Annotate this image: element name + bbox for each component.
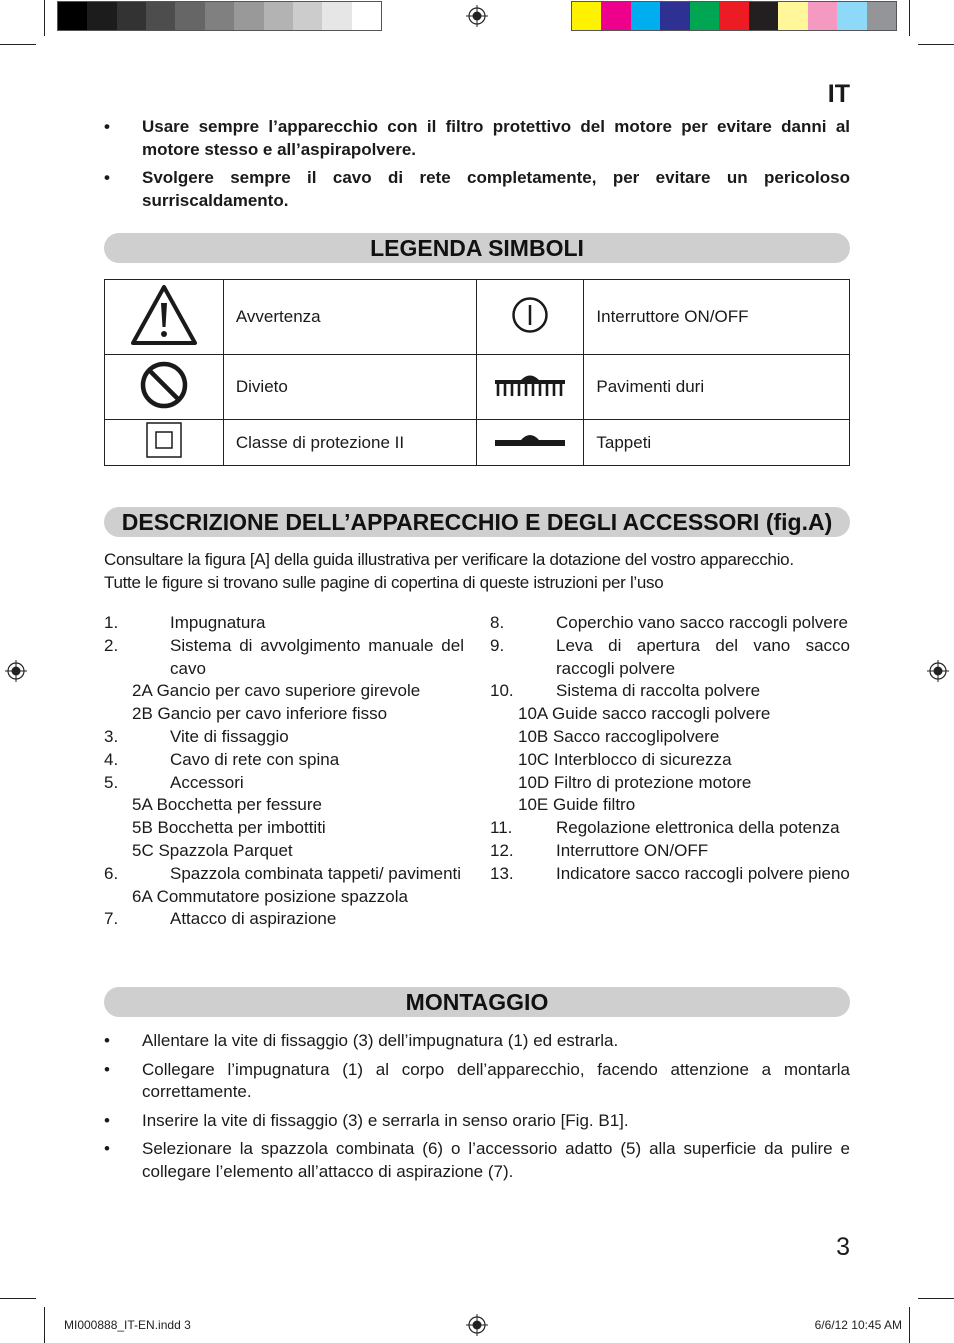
list-item	[104, 612, 464, 635]
language-label: IT	[827, 80, 850, 108]
sub-list-item: 10C Interblocco di sicurezza	[518, 749, 732, 769]
table-row	[105, 355, 850, 420]
bullet-text: Allentare la vite di fissaggio (3) dell’impugnatura (1) ed estrarla.	[142, 1031, 619, 1050]
gray-swatch	[175, 2, 204, 30]
list-item	[104, 116, 850, 161]
color-swatch	[808, 2, 837, 30]
legend-label: Divieto	[223, 355, 477, 420]
item-number: 2.	[104, 635, 119, 655]
registration-mark-icon	[466, 1314, 488, 1336]
crop-mark	[918, 1298, 954, 1299]
bullet-text: Collegare l’impugnatura (1) al corpo dell’apparecchio, facendo attenzione a montarla correttamente.	[142, 1059, 850, 1101]
legend-section-title: LEGENDA SIMBOLI	[104, 233, 850, 263]
color-calibration-bar	[571, 1, 897, 31]
crop-mark	[44, 0, 45, 36]
list-item	[490, 840, 850, 863]
item-number: 12.	[490, 840, 514, 860]
carpet-brush-icon	[477, 420, 584, 466]
parts-list-left	[104, 612, 464, 931]
list-item	[104, 1138, 850, 1183]
warning-bullets	[104, 116, 850, 218]
gray-swatch	[87, 2, 116, 30]
bullet-icon: •	[104, 168, 110, 187]
crop-mark	[0, 1298, 36, 1299]
footer-timestamp: 6/6/12 10:45 AM	[814, 1318, 902, 1332]
item-number: 4.	[104, 749, 119, 769]
item-number: 9.	[490, 635, 505, 655]
item-text: Impugnatura	[170, 613, 266, 632]
sub-list-item: 10B Sacco raccoglipolvere	[518, 726, 720, 746]
color-swatch	[631, 2, 660, 30]
legend-label: Avvertenza	[223, 280, 477, 355]
color-swatch	[749, 2, 778, 30]
color-swatch	[778, 2, 807, 30]
sub-list-item: 2B Gancio per cavo inferiore fisso	[132, 704, 388, 724]
gray-swatch	[117, 2, 146, 30]
color-swatch	[867, 2, 896, 30]
warning-triangle-icon	[105, 280, 224, 355]
color-swatch	[690, 2, 719, 30]
item-text: Regolazione elettronica della potenza	[556, 818, 840, 838]
list-item	[490, 635, 850, 681]
item-text: Vite di fissaggio	[170, 726, 289, 746]
list-item	[104, 1110, 850, 1133]
legend-label: Tappeti	[584, 420, 850, 466]
grayscale-calibration-bar	[57, 1, 382, 31]
footer-file-info: MI000888_IT-EN.indd 3	[64, 1318, 191, 1332]
bullet-text: Inserire la vite di fissaggio (3) e serrarla in senso orario [Fig. B1].	[142, 1110, 629, 1130]
bullet-text: Selezionare la spazzola combinata (6) o l’accessorio adatto (5) alla superficie da pulire e collegare l’elemento all’attacco di aspirazione (7).	[142, 1139, 850, 1181]
legend-table	[104, 279, 850, 466]
list-item	[104, 772, 464, 795]
prohibition-icon	[105, 355, 224, 420]
crop-mark	[44, 1307, 45, 1343]
registration-mark-icon	[5, 660, 27, 682]
item-number: 6.	[104, 863, 119, 883]
gray-swatch	[234, 2, 263, 30]
item-number: 1.	[104, 613, 119, 632]
list-item	[104, 749, 464, 772]
item-text: Cavo di rete con spina	[170, 749, 340, 769]
list-item	[104, 635, 464, 681]
color-swatch	[719, 2, 748, 30]
list-item	[490, 612, 850, 635]
item-text: Interruttore ON/OFF	[556, 840, 709, 860]
intro-line: Tutte le figure si trovano sulle pagine di copertina di queste istruzioni per l’uso	[104, 573, 664, 592]
sub-list-item: 5C Spazzola Parquet	[132, 840, 293, 860]
crop-mark	[909, 1307, 910, 1343]
item-number: 11.	[490, 818, 513, 838]
color-swatch	[837, 2, 866, 30]
item-text: Indicatore sacco raccogli polvere pieno	[556, 863, 850, 883]
intro-line: Consultare la figura [A] della guida illustrativa per verificare la dotazione del vostro apparecchio.	[104, 550, 794, 569]
sub-list-item: 6A Commutatore posizione spazzola	[132, 886, 408, 906]
list-item	[490, 680, 850, 703]
bullet-text: Svolgere sempre il cavo di rete completamente, per evitare un pericoloso surriscaldamento.	[142, 168, 850, 210]
crop-mark	[909, 0, 910, 36]
description-intro	[104, 548, 850, 594]
gray-swatch	[264, 2, 293, 30]
page-number: 3	[836, 1233, 850, 1261]
gray-swatch	[293, 2, 322, 30]
item-text: Coperchio vano sacco raccogli polvere	[556, 613, 848, 632]
list-item	[490, 817, 850, 840]
assembly-section-title: MONTAGGIO	[104, 987, 850, 1017]
gray-swatch	[205, 2, 234, 30]
power-switch-icon	[477, 280, 584, 355]
bullet-icon: •	[104, 1031, 110, 1050]
color-swatch	[660, 2, 689, 30]
item-number: 13.	[490, 863, 514, 883]
sub-list-item: 10A Guide sacco raccogli polvere	[518, 704, 771, 724]
item-number: 8.	[490, 613, 505, 632]
item-text: Sistema di raccolta polvere	[556, 681, 761, 701]
bullet-text: Usare sempre l’apparecchio con il filtro protettivo del motore per evitare danni al motore stesso e all’aspirapolvere.	[142, 117, 850, 159]
gray-swatch	[322, 2, 351, 30]
gray-swatch	[146, 2, 175, 30]
sub-list-item: 10D Filtro di protezione motore	[518, 772, 752, 792]
gray-swatch	[352, 2, 381, 30]
registration-mark-icon	[927, 660, 949, 682]
sub-list-item: 5A Bocchetta per fessure	[132, 795, 322, 815]
item-number: 10.	[490, 681, 514, 701]
list-item	[104, 167, 850, 212]
parts-list-right	[490, 612, 850, 886]
sub-list-item: 2A Gancio per cavo superiore girevole	[132, 681, 421, 701]
crop-mark	[918, 44, 954, 45]
bullet-icon: •	[104, 117, 110, 136]
item-text: Spazzola combinata tappeti/ pavimenti	[170, 863, 462, 883]
item-text: Attacco di aspirazione	[170, 909, 337, 929]
table-row	[105, 420, 850, 466]
class-ii-icon	[105, 420, 224, 466]
item-number: 3.	[104, 726, 119, 746]
bullet-icon: •	[104, 1110, 110, 1130]
list-item	[104, 1059, 850, 1104]
item-number: 7.	[104, 909, 119, 929]
item-number: 5.	[104, 772, 119, 792]
bullet-icon: •	[104, 1059, 110, 1079]
legend-label: Interruttore ON/OFF	[584, 280, 850, 355]
legend-label: Classe di protezione II	[223, 420, 477, 466]
color-swatch	[601, 2, 630, 30]
sub-list-item: 10E Guide filtro	[518, 795, 636, 815]
list-item	[104, 908, 464, 931]
table-row	[105, 280, 850, 355]
hard-floor-brush-icon	[477, 355, 584, 420]
assembly-bullets	[104, 1030, 850, 1189]
registration-mark-icon	[466, 5, 488, 27]
color-swatch	[572, 2, 601, 30]
list-item	[104, 1030, 850, 1053]
legend-label: Pavimenti duri	[584, 355, 850, 420]
item-text: Sistema di avvolgimento manuale del cavo	[170, 635, 464, 678]
bullet-icon: •	[104, 1139, 110, 1158]
gray-swatch	[58, 2, 87, 30]
list-item	[104, 726, 464, 749]
item-text: Leva di apertura del vano sacco raccogli polvere	[556, 635, 850, 678]
item-text: Accessori	[170, 772, 244, 792]
list-item	[490, 863, 850, 886]
crop-mark	[0, 44, 36, 45]
description-section-title: DESCRIZIONE DELL’APPARECCHIO E DEGLI ACCESSORI (fig.A)	[104, 507, 850, 537]
sub-list-item: 5B Bocchetta per imbottiti	[132, 818, 326, 838]
list-item	[104, 863, 464, 886]
